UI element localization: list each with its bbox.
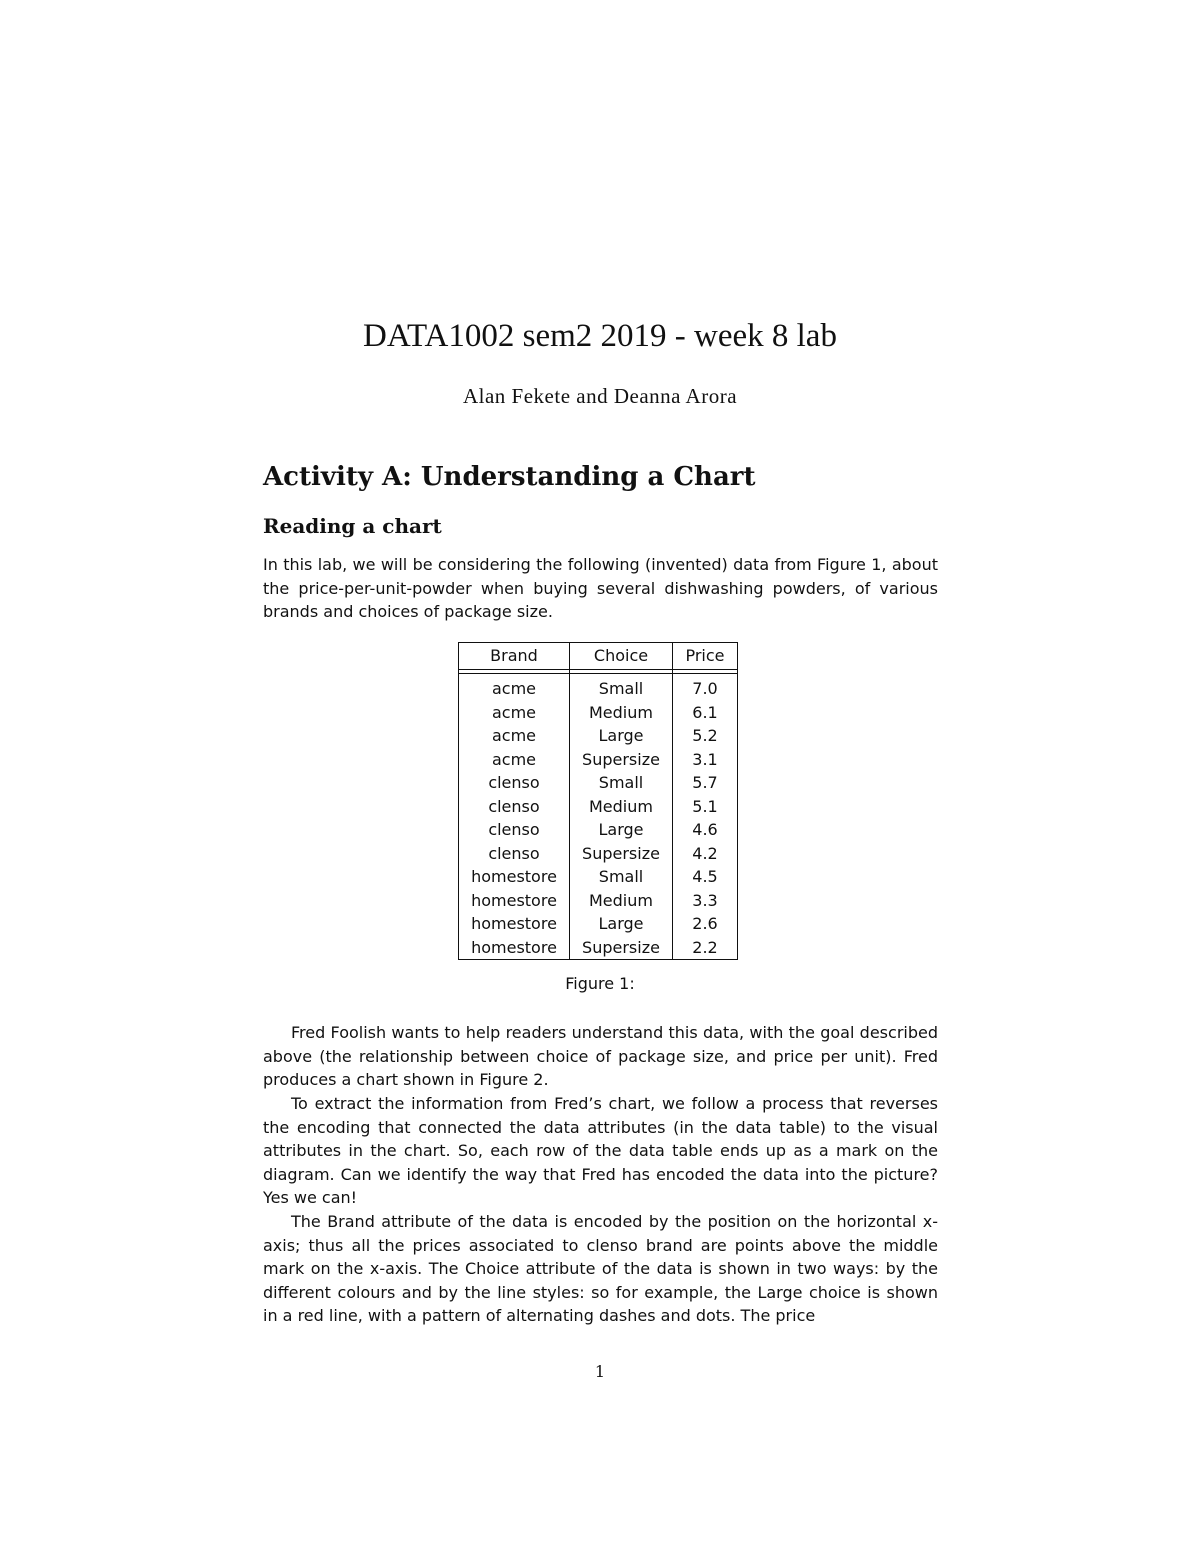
table-cell-price: 3.3 bbox=[673, 889, 738, 913]
table-header-row bbox=[459, 643, 738, 670]
table-cell-price: 4.5 bbox=[673, 865, 738, 889]
table-row bbox=[459, 842, 738, 866]
table-cell-brand: homestore bbox=[459, 936, 570, 960]
table-cell-brand: clenso bbox=[459, 842, 570, 866]
table-header-brand: Brand bbox=[459, 643, 570, 670]
table-header-choice: Choice bbox=[570, 643, 673, 670]
table-cell-choice: Large bbox=[570, 818, 673, 842]
table-row bbox=[459, 889, 738, 913]
intro-paragraph: In this lab, we will be considering the following (invented) data from Figure 1, about the price-per-unit-powder when buying several dishwashing powders, of various brands and choices of package size. bbox=[263, 555, 938, 621]
table-cell-price: 5.7 bbox=[673, 771, 738, 795]
section-heading: Activity A: Understanding a Chart bbox=[263, 462, 756, 492]
document-title: DATA1002 sem2 2019 - week 8 lab bbox=[363, 318, 837, 354]
table-cell-price: 2.6 bbox=[673, 912, 738, 936]
table-cell-brand: clenso bbox=[459, 818, 570, 842]
table-cell-price: 2.2 bbox=[673, 936, 738, 960]
table-cell-price: 7.0 bbox=[673, 674, 738, 701]
page-number: 1 bbox=[594, 1362, 606, 1381]
table-cell-brand: acme bbox=[459, 748, 570, 772]
table-cell-choice: Supersize bbox=[570, 936, 673, 960]
table-row bbox=[459, 818, 738, 842]
table-cell-choice: Small bbox=[570, 865, 673, 889]
table-row bbox=[459, 674, 738, 701]
table-cell-price: 3.1 bbox=[673, 748, 738, 772]
table-cell-price: 4.2 bbox=[673, 842, 738, 866]
figure-caption: Figure 1: bbox=[565, 974, 635, 993]
table-body bbox=[459, 674, 738, 960]
table-cell-choice: Medium bbox=[570, 889, 673, 913]
table-cell-choice: Medium bbox=[570, 701, 673, 725]
table-cell-choice: Small bbox=[570, 674, 673, 701]
table-cell-price: 5.1 bbox=[673, 795, 738, 819]
table-cell-brand: clenso bbox=[459, 771, 570, 795]
table-header-price: Price bbox=[673, 643, 738, 670]
table-cell-brand: acme bbox=[459, 724, 570, 748]
table-cell-price: 4.6 bbox=[673, 818, 738, 842]
table-row bbox=[459, 701, 738, 725]
table-cell-brand: homestore bbox=[459, 865, 570, 889]
table-cell-choice: Medium bbox=[570, 795, 673, 819]
table-cell-choice: Small bbox=[570, 771, 673, 795]
body-paragraph: To extract the information from Fred’s chart, we follow a process that reverses the encoding that connected the data attributes (in the data table) to the visual attributes in the chart. So, each row of the data table ends up as a mark on the diagram. Can we identify the way that Fred has encoded the data into the picture? Yes we can! bbox=[263, 1094, 938, 1207]
table-row bbox=[459, 912, 738, 936]
table-cell-price: 5.2 bbox=[673, 724, 738, 748]
table-cell-brand: clenso bbox=[459, 795, 570, 819]
body-paragraph: The Brand attribute of the data is encoded by the position on the horizontal x-axis; thus all the prices associated to clenso brand are points above the middle mark on the x-axis. The Choice attribute of the data is shown in two ways: by the different colours and by the line styles: so for example, the Large choice is shown in a red line, with a pattern of alternating dashes and dots. The price bbox=[263, 1212, 938, 1325]
table-cell-brand: acme bbox=[459, 701, 570, 725]
subsection-heading: Reading a chart bbox=[263, 514, 442, 538]
table-row bbox=[459, 795, 738, 819]
data-table bbox=[458, 642, 738, 960]
table-cell-choice: Supersize bbox=[570, 748, 673, 772]
table-row bbox=[459, 936, 738, 960]
body-paragraph: Fred Foolish wants to help readers understand this data, with the goal described above (the relationship between choice of package size, and price per unit). Fred produces a chart shown in Figure 2. bbox=[263, 1023, 938, 1089]
table-cell-price: 6.1 bbox=[673, 701, 738, 725]
document-authors: Alan Fekete and Deanna Arora bbox=[462, 384, 738, 408]
table-cell-choice: Supersize bbox=[570, 842, 673, 866]
table-cell-choice: Large bbox=[570, 912, 673, 936]
table-cell-choice: Large bbox=[570, 724, 673, 748]
table-cell-brand: acme bbox=[459, 674, 570, 701]
table-row bbox=[459, 748, 738, 772]
table-row bbox=[459, 771, 738, 795]
table-cell-brand: homestore bbox=[459, 889, 570, 913]
table-row bbox=[459, 865, 738, 889]
table-cell-brand: homestore bbox=[459, 912, 570, 936]
table-row bbox=[459, 724, 738, 748]
